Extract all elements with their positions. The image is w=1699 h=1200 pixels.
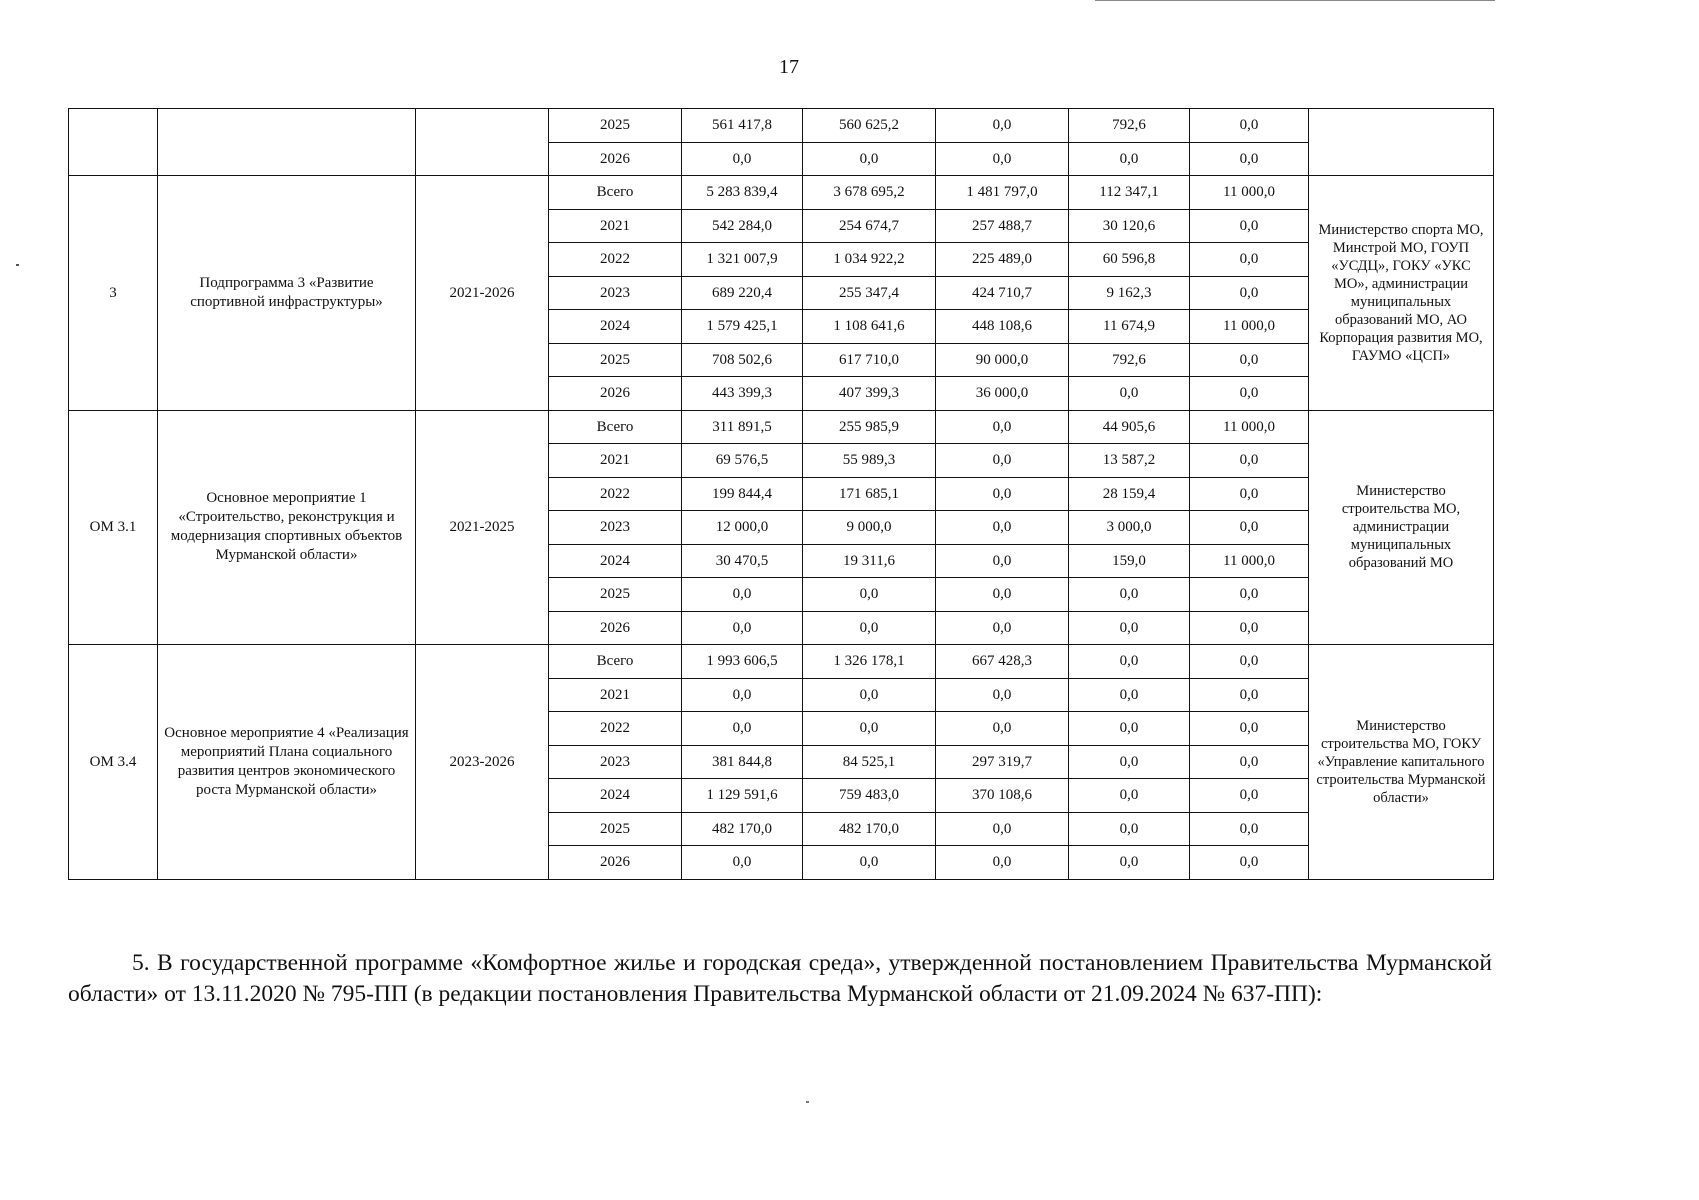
value-cell: 0,0 [936,109,1069,143]
value-cell: 0,0 [1069,712,1190,746]
value-cell: 1 108 641,6 [803,310,936,344]
num-cell: ОМ 3.4 [69,645,158,880]
year-cell: 2022 [549,243,682,277]
value-cell: 0,0 [682,142,803,176]
value-cell: 1 481 797,0 [936,176,1069,210]
value-cell: 9 000,0 [803,511,936,545]
value-cell: 0,0 [682,712,803,746]
year-cell: 2021 [549,209,682,243]
value-cell: 0,0 [1190,645,1309,679]
year-cell: 2026 [549,142,682,176]
year-cell: 2024 [549,310,682,344]
table-row [69,176,1494,210]
year-cell: 2026 [549,846,682,880]
value-cell: 759 483,0 [803,779,936,813]
value-cell: 1 321 007,9 [682,243,803,277]
value-cell: 1 993 606,5 [682,645,803,679]
value-cell: 28 159,4 [1069,477,1190,511]
value-cell: 0,0 [1190,343,1309,377]
value-cell: 311 891,5 [682,410,803,444]
value-cell: 30 470,5 [682,544,803,578]
executor-cell: Министерство строительства МО, администрации муниципальных образований МО [1309,410,1494,645]
value-cell: 171 685,1 [803,477,936,511]
value-cell: 44 905,6 [1069,410,1190,444]
value-cell: 0,0 [803,611,936,645]
value-cell: 0,0 [936,678,1069,712]
year-cell: Всего [549,176,682,210]
value-cell: 792,6 [1069,109,1190,143]
value-cell: 0,0 [936,544,1069,578]
value-cell: 255 347,4 [803,276,936,310]
value-cell: 0,0 [936,578,1069,612]
value-cell: 0,0 [682,611,803,645]
executor-cell: Министерство спорта МО, Минстрой МО, ГОУП «УСДЦ», ГОКУ «УКС МО», администрации муниципальных образований МО, АО Корпорация развития МО, ГАУМО «ЦСП» [1309,176,1494,411]
value-cell: 424 710,7 [936,276,1069,310]
value-cell: 0,0 [682,578,803,612]
value-cell: 0,0 [936,444,1069,478]
value-cell: 13 587,2 [1069,444,1190,478]
value-cell: 60 596,8 [1069,243,1190,277]
year-cell: 2024 [549,779,682,813]
year-cell: 2025 [549,578,682,612]
value-cell: 0,0 [803,578,936,612]
period-cell [416,109,549,176]
value-cell: 112 347,1 [1069,176,1190,210]
value-cell: 257 488,7 [936,209,1069,243]
value-cell: 69 576,5 [682,444,803,478]
value-cell: 0,0 [936,611,1069,645]
value-cell: 0,0 [936,846,1069,880]
year-cell: 2022 [549,477,682,511]
value-cell: 0,0 [1190,578,1309,612]
value-cell: 254 674,7 [803,209,936,243]
period-cell: 2021-2025 [416,410,549,645]
value-cell: 0,0 [1190,678,1309,712]
value-cell: 482 170,0 [682,812,803,846]
table-row [69,645,1494,679]
value-cell: 0,0 [1069,377,1190,411]
period-cell: 2023-2026 [416,645,549,880]
scan-mark [16,264,19,266]
value-cell: 617 710,0 [803,343,936,377]
value-cell: 55 989,3 [803,444,936,478]
num-cell: ОМ 3.1 [69,410,158,645]
value-cell: 0,0 [1190,812,1309,846]
value-cell: 0,0 [1190,209,1309,243]
value-cell: 30 120,6 [1069,209,1190,243]
value-cell: 0,0 [1190,243,1309,277]
value-cell: 1 129 591,6 [682,779,803,813]
value-cell: 12 000,0 [682,511,803,545]
name-cell: Основное мероприятие 1 «Строительство, реконструкция и модернизация спортивных объектов Мурманской области» [158,410,416,645]
value-cell: 443 399,3 [682,377,803,411]
value-cell: 3 000,0 [1069,511,1190,545]
value-cell: 667 428,3 [936,645,1069,679]
value-cell: 561 417,8 [682,109,803,143]
value-cell: 0,0 [1069,578,1190,612]
value-cell: 0,0 [1069,678,1190,712]
value-cell: 689 220,4 [682,276,803,310]
value-cell: 36 000,0 [936,377,1069,411]
value-cell: 1 034 922,2 [803,243,936,277]
value-cell: 407 399,3 [803,377,936,411]
value-cell: 0,0 [1069,142,1190,176]
value-cell: 0,0 [1190,846,1309,880]
year-cell: Всего [549,645,682,679]
value-cell: 0,0 [803,678,936,712]
value-cell: 0,0 [936,142,1069,176]
value-cell: 0,0 [1069,846,1190,880]
value-cell: 0,0 [803,142,936,176]
value-cell: 0,0 [1190,712,1309,746]
value-cell: 5 283 839,4 [682,176,803,210]
value-cell: 482 170,0 [803,812,936,846]
value-cell: 0,0 [803,712,936,746]
value-cell: 297 319,7 [936,745,1069,779]
period-cell: 2021-2026 [416,176,549,411]
value-cell: 0,0 [1069,745,1190,779]
year-cell: 2022 [549,712,682,746]
body-paragraph: 5. В государственной программе «Комфортное жилье и городская среда», утвержденной постановлением Правительства Мурманской области» от 13.11.2020 № 795-ПП (в редакции постановления Правительства Мурманской области от 21.09.2024 № 637-ПП): [68,950,1492,1007]
value-cell: 0,0 [1069,645,1190,679]
value-cell: 11 000,0 [1190,410,1309,444]
value-cell: 0,0 [1190,377,1309,411]
value-cell: 0,0 [1190,779,1309,813]
financing-table [68,108,1494,880]
value-cell: 255 985,9 [803,410,936,444]
executor-cell: Министерство строительства МО, ГОКУ «Управление капитального строительства Мурманской области» [1309,645,1494,880]
value-cell: 792,6 [1069,343,1190,377]
value-cell: 0,0 [936,410,1069,444]
value-cell: 0,0 [1190,276,1309,310]
scan-mark [806,1101,809,1103]
value-cell: 0,0 [936,477,1069,511]
value-cell: 159,0 [1069,544,1190,578]
value-cell: 0,0 [682,846,803,880]
value-cell: 11 000,0 [1190,544,1309,578]
num-cell [69,109,158,176]
value-cell: 0,0 [936,511,1069,545]
value-cell: 11 674,9 [1069,310,1190,344]
num-cell: 3 [69,176,158,411]
value-cell: 542 284,0 [682,209,803,243]
name-cell: Подпрограмма 3 «Развитие спортивной инфраструктуры» [158,176,416,411]
executor-cell [1309,109,1494,176]
year-cell: 2021 [549,444,682,478]
value-cell: 0,0 [1069,779,1190,813]
value-cell: 3 678 695,2 [803,176,936,210]
year-cell: 2023 [549,745,682,779]
name-cell: Основное мероприятие 4 «Реализация мероприятий Плана социального развития центров экономического роста Мурманской области» [158,645,416,880]
table-row [69,109,1494,143]
year-cell: 2023 [549,276,682,310]
value-cell: 0,0 [1190,477,1309,511]
value-cell: 84 525,1 [803,745,936,779]
year-cell: 2026 [549,377,682,411]
value-cell: 1 579 425,1 [682,310,803,344]
value-cell: 0,0 [682,678,803,712]
table-row [69,410,1494,444]
value-cell: 0,0 [1190,109,1309,143]
value-cell: 0,0 [1069,812,1190,846]
value-cell: 0,0 [1069,611,1190,645]
value-cell: 0,0 [1190,142,1309,176]
value-cell: 199 844,4 [682,477,803,511]
value-cell: 370 108,6 [936,779,1069,813]
value-cell: 19 311,6 [803,544,936,578]
year-cell: 2023 [549,511,682,545]
value-cell: 0,0 [1190,511,1309,545]
value-cell: 9 162,3 [1069,276,1190,310]
value-cell: 708 502,6 [682,343,803,377]
page-number: 17 [779,56,799,78]
year-cell: 2025 [549,109,682,143]
value-cell: 0,0 [1190,444,1309,478]
year-cell: 2025 [549,812,682,846]
value-cell: 11 000,0 [1190,310,1309,344]
year-cell: Всего [549,410,682,444]
year-cell: 2026 [549,611,682,645]
value-cell: 0,0 [803,846,936,880]
value-cell: 1 326 178,1 [803,645,936,679]
value-cell: 90 000,0 [936,343,1069,377]
value-cell: 0,0 [936,712,1069,746]
top-rule [1095,0,1495,2]
value-cell: 560 625,2 [803,109,936,143]
value-cell: 0,0 [936,812,1069,846]
value-cell: 0,0 [1190,745,1309,779]
year-cell: 2025 [549,343,682,377]
value-cell: 225 489,0 [936,243,1069,277]
year-cell: 2024 [549,544,682,578]
year-cell: 2021 [549,678,682,712]
value-cell: 0,0 [1190,611,1309,645]
name-cell [158,109,416,176]
value-cell: 448 108,6 [936,310,1069,344]
value-cell: 11 000,0 [1190,176,1309,210]
value-cell: 381 844,8 [682,745,803,779]
